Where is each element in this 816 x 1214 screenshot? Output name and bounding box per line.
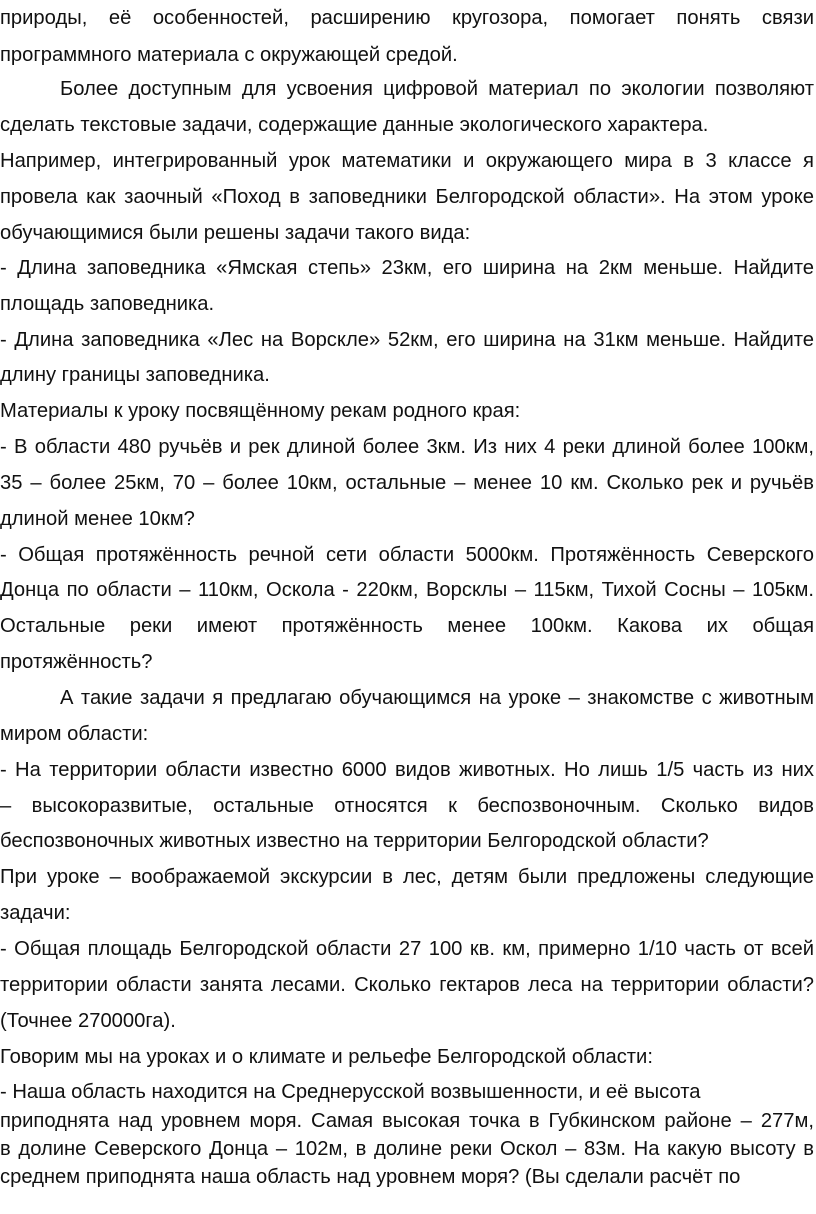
text-line: миром области: bbox=[0, 723, 149, 745]
text-line: - В области 480 ручьёв и рек длиной более 3км. Из них 4 реки длиной более 100км, bbox=[0, 436, 814, 458]
text-line: Материалы к уроку посвящённому рекам родного края: bbox=[0, 400, 521, 422]
text-line: - Наша область находится на Среднерусской возвышенности, и её высота bbox=[0, 1081, 701, 1103]
text-line: - На территории области известно 6000 видов животных. Но лишь 1/5 часть из них bbox=[0, 759, 814, 781]
text-line: среднем приподнята наша область над уровнем моря? (Вы сделали расчёт по bbox=[0, 1166, 741, 1188]
text-line: Говорим мы на уроках и о климате и рельефе Белгородской области: bbox=[0, 1046, 653, 1068]
text-line: А такие задачи я предлагаю обучающимся на уроке – знакомстве с животным bbox=[60, 687, 814, 709]
text-line: сделать текстовые задачи, содержащие данные экологического характера. bbox=[0, 114, 709, 136]
text-line: длину границы заповедника. bbox=[0, 364, 270, 386]
text-line: программного материала с окружающей средой. bbox=[0, 44, 458, 66]
text-line: провела как заочный «Поход в заповедники Белгородской области». На этом уроке bbox=[0, 186, 814, 208]
text-line: 35 – более 25км, 70 – более 10км, остальные – менее 10 км. Сколько рек и ручьёв bbox=[0, 472, 814, 494]
text-line: (Точнее 270000га). bbox=[0, 1010, 176, 1032]
text-line: - Длина заповедника «Лес на Ворскле» 52км, его ширина на 31км меньше. Найдите bbox=[0, 329, 814, 351]
text-line: - Общая протяжённость речной сети области 5000км. Протяжённость Северского bbox=[0, 544, 814, 566]
text-line: задачи: bbox=[0, 902, 71, 924]
text-line: - Длина заповедника «Ямская степь» 23км, его ширина на 2км меньше. Найдите bbox=[0, 257, 814, 279]
text-line: – высокоразвитые, остальные относятся к беспозвоночным. Сколько видов bbox=[0, 795, 814, 817]
text-line: длиной менее 10км? bbox=[0, 508, 195, 530]
text-line: беспозвоночных животных известно на территории Белгородской области? bbox=[0, 830, 709, 852]
text-line: Например, интегрированный урок математики и окружающего мира в 3 классе я bbox=[0, 150, 814, 172]
text-line: - Общая площадь Белгородской области 27 100 кв. км, примерно 1/10 часть от всей bbox=[0, 938, 814, 960]
text-line: Донца по области – 110км, Оскола - 220км, Ворсклы – 115км, Тихой Сосны – 105км. bbox=[0, 579, 814, 601]
text-line: площадь заповедника. bbox=[0, 293, 215, 315]
text-line: приподнята над уровнем моря. Самая высокая точка в Губкинском районе – 277м, bbox=[0, 1110, 814, 1132]
text-line: протяжённость? bbox=[0, 651, 153, 673]
text-line: природы, её особенностей, расширению кругозора, помогает понять связи bbox=[0, 7, 814, 29]
text-line: Более доступным для усвоения цифровой материал по экологии позволяют bbox=[60, 78, 814, 100]
text-line: в долине Северского Донца – 102м, в долине реки Оскол – 83м. На какую высоту в bbox=[0, 1138, 814, 1160]
text-line: Остальные реки имеют протяжённость менее 100км. Какова их общая bbox=[0, 615, 814, 637]
text-line: При уроке – воображаемой экскурсии в лес, детям были предложены следующие bbox=[0, 866, 814, 888]
text-line: обучающимися были решены задачи такого вида: bbox=[0, 222, 471, 244]
text-line: территории области занята лесами. Сколько гектаров леса на территории области? bbox=[0, 974, 814, 996]
